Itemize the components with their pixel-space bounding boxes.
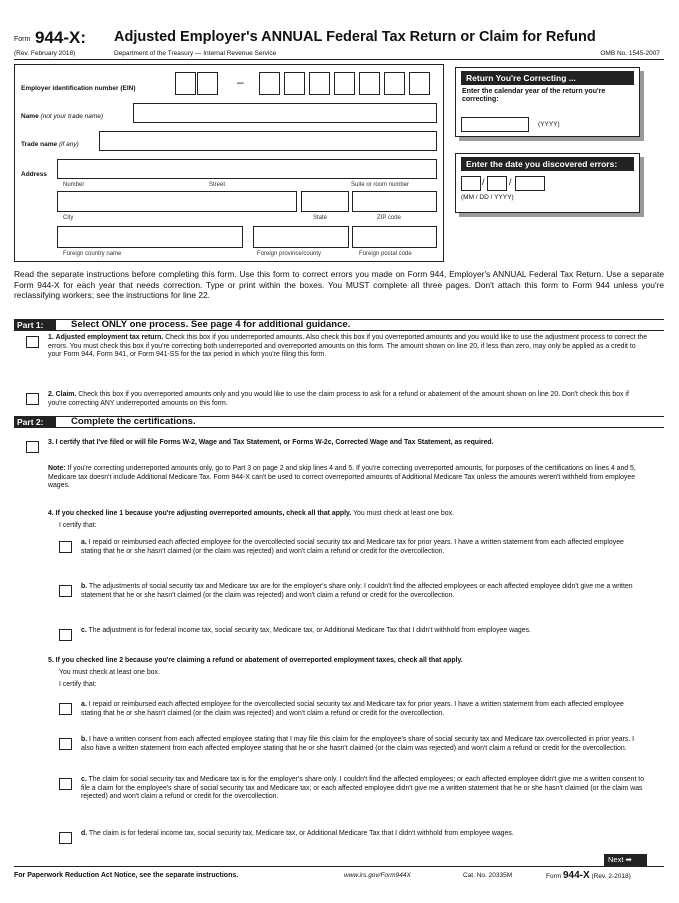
line1-number: 1. [48,334,54,341]
ein-digit-box[interactable] [284,72,305,95]
line5c-text [81,776,646,802]
number-sublabel: Number [63,182,85,188]
line5a-letter: a. [81,701,87,708]
line5-number: 5. [48,657,54,664]
year-field[interactable] [515,176,545,191]
line5a-body: I repaid or reimbursed each affected employee for the overcollected social security tax and Medicare tax for prior years. I have a written statement from each affected employee stating that he or she hasn't claimed (or the claim was rejected) and won't claim a refund or credit for the overcollection. [81,701,624,717]
part2-title: Complete the certifications. [71,416,196,427]
line5a-text [81,701,646,718]
date-format-label: (MM / DD / YYYY) [461,194,514,201]
line5d-checkbox[interactable] [59,832,72,844]
ein-digit-box[interactable] [334,72,355,95]
ein-digit-box[interactable] [384,72,405,95]
part1-tag: Part 1: [14,320,56,330]
line5d-body: The claim is for federal income tax, social security tax, Medicare tax, or Additional Medicare Tax that I didn't withhold from employee wages. [88,830,514,837]
line4b-checkbox[interactable] [59,585,72,597]
entity-info-box [14,64,444,262]
form-title: Adjusted Employer's ANNUAL Federal Tax Return or Claim for Refund [114,29,596,45]
year-format-label: (YYYY) [538,121,560,128]
ein-digit-box[interactable] [359,72,380,95]
line5b-checkbox[interactable] [59,738,72,750]
line1-bold: Adjusted employment tax return. [55,334,164,341]
month-field[interactable] [461,176,481,191]
ein-label: Employer identification number (EIN) [21,85,136,92]
ein-digit-box[interactable] [409,72,430,95]
line5a-checkbox[interactable] [59,703,72,715]
footer-form-rev: (Rev. 2-2018) [591,873,631,880]
line5b-letter: b. [81,736,88,743]
date-discovered-heading: Enter the date you discovered errors: [461,157,634,171]
intro-paragraph: Read the separate instructions before completing this form. Use this form to correct errors you made on Form 944, Employer's ANNUAL Federal Tax Return. Use a separate Form 944-X for each year that needs correction. Type or print within the boxes. You MUST complete all three pages. Don't attach this form to Form 944 unless you're reclassifying workers; see the instructions for line 22. [14,269,664,301]
return-correcting-box [455,67,640,137]
state-field[interactable] [301,191,349,212]
omb-number: OMB No. 1545-2007 [600,50,660,57]
ein-digit-box[interactable] [259,72,280,95]
line5-text [48,657,648,666]
foreign-province-sublabel: Foreign province/county [257,251,322,257]
line4c-text [81,627,646,636]
ein-digit-box[interactable] [309,72,330,95]
line5d-text [81,830,646,839]
ein-dash: – [237,75,244,89]
footer-form-id [546,870,631,881]
line4-number: 4. [48,510,54,517]
line1-text [48,334,648,360]
form-word: Form [14,36,31,43]
line4a-body: I repaid or reimbursed each affected employee for the overcollected social security tax and Medicare tax for prior years. I have a written statement from each affected employee stating that he or she hasn't claimed (or the claim was rejected) and won't claim a refund or credit for the overcollection. [81,539,624,555]
foreign-country-sublabel: Foreign country name [63,251,122,257]
name-field[interactable] [133,103,437,123]
next-page-button[interactable]: Next ➡ [604,854,647,866]
footer-form-word: Form [546,873,562,880]
line5-bold: If you checked line 2 because you're claiming a refund or abatement of overreported employment taxes, check all that apply. [55,657,463,664]
part1-header [14,319,664,331]
line4b-text [81,583,646,600]
line5b-body: I have a written consent from each affected employee stating that I may file this claim for the employee's share of social security tax and Medicare tax overcollected in prior years. I also have a written statement from each affected employee stating that he or she hasn't claimed (or the claim was rejected) and won't claim a refund or credit for the overcollection. [81,736,635,752]
foreign-country-field[interactable] [57,226,243,248]
ein-digit-box[interactable] [197,72,218,95]
street-sublabel: Street [209,182,226,188]
trade-label: Trade name [21,141,58,148]
footer-form-number: 944-X [562,870,590,881]
date-slash: / [482,177,485,187]
zip-field[interactable] [352,191,437,212]
date-discovered-box [455,153,640,213]
line2-checkbox[interactable] [26,393,39,405]
part1-title: Select ONLY one process. See page 4 for additional guidance. [71,319,351,330]
line5-certify: I certify that: [59,681,97,688]
address-label: Address [21,171,48,178]
name-label: Name [21,113,39,120]
line2-bold: Claim. [55,391,77,398]
line1-body: Check this box if you underreported amounts. Also check this box if you overreported amounts and you would like to use the adjustment process to correct the errors. You must check this box if you're correcting both underreported and overreported amounts on this form. The amount shown on line 20, if less than zero, may only be applied as a credit to your Form 944, Form 941, or Form 941-SS for the tax period in which you're filing this form. [48,334,648,359]
date-slash: / [509,177,512,187]
trade-name-field[interactable] [99,131,437,151]
city-field[interactable] [57,191,297,212]
city-sublabel: City [63,215,74,221]
form-number: 944-X: [35,28,87,47]
name-note: (not your trade name) [40,113,104,120]
footer-rule [14,866,664,867]
ein-digit-box[interactable] [175,72,196,95]
line4-text [48,510,648,519]
line3-checkbox[interactable] [26,441,39,453]
trade-label-group [21,141,79,148]
line3-text [48,439,648,448]
correcting-year-field[interactable] [461,117,529,132]
part2-tag: Part 2: [14,417,56,427]
return-correcting-text: Enter the calendar year of the return you're correcting: [462,88,606,103]
header-rule [14,59,664,60]
note-text [48,465,648,491]
foreign-province-field[interactable] [253,226,349,248]
line4b-letter: b. [81,583,88,590]
line4-certify: I certify that: [59,522,97,529]
line4a-checkbox[interactable] [59,541,72,553]
line4c-letter: c. [81,627,87,634]
line3-body: I certify that I've filed or will file Forms W-2, Wage and Tax Statement, or Forms W-2c, Corrected Wage and Tax Statement, as required. [55,439,494,446]
line4-bold: If you checked line 1 because you're adjusting overreported amounts, check all that apply. [55,510,352,517]
line5d-letter: d. [81,830,88,837]
state-sublabel: State [313,215,328,221]
department-line: Department of the Treasury — Internal Revenue Service [114,50,277,57]
line4-body: You must check at least one box. [353,510,454,517]
line4c-checkbox[interactable] [59,629,72,641]
line4a-text [81,539,646,556]
zip-sublabel: ZIP code [377,215,401,221]
note-body: If you're correcting underreported amounts only, go to Part 3 on page 2 and skip lines 4 and 5. If you're correcting overreported amounts, for purposes of the certifications on lines 4 and 5, Medicare tax doesn't include Additional Medicare Tax. Form 944-X can't be used to correct overreported amounts of Additional Medicare Tax unless the amounts weren't withheld from employee wages. [48,465,636,490]
line4a-letter: a. [81,539,87,546]
line5-must: You must check at least one box. [59,669,160,676]
line5c-body: The claim for social security tax and Medicare tax is for the employer's share only. I couldn't find the affected employees; or each affected employee didn't give me a written consent to file a claim for the employee's share of social security tax and Medicare tax; or each affected employee didn't give me a written statement that he or she hasn't claimed (or the claim was rejected) and won't claim a refund or credit for the overcollection. [81,776,645,801]
line2-body: Check this box if you overreported amounts only and you would like to use the claim process to ask for a refund or abatement of the amount shown on line 20. Don't check this box if you're correcting ANY underreported amounts on this form. [48,391,629,407]
line3-number: 3. [48,439,54,446]
paperwork-notice: For Paperwork Reduction Act Notice, see the separate instructions. [14,872,239,879]
line2-number: 2. [48,391,54,398]
suite-sublabel: Suite or room number [351,182,410,188]
trade-note: (if any) [58,141,79,148]
line5c-letter: c. [81,776,87,783]
foreign-postal-sublabel: Foreign postal code [359,251,412,257]
note-bold: Note: [48,465,66,472]
part2-header [14,416,664,428]
day-field[interactable] [487,176,507,191]
line4c-body: The adjustment is for federal income tax, social security tax, Medicare tax, or Additional Medicare Tax that I didn't withhold from employee wages. [88,627,531,634]
return-correcting-heading: Return You're Correcting ... [461,71,634,85]
revision-date: (Rev. February 2018) [14,50,76,57]
line4b-body: The adjustments of social security tax and Medicare tax are for the employer's share only. I couldn't find the affected employees or each affected employee didn't give me a written statement that he or she hasn't claimed (or the claim was rejected) and won't claim a refund or credit for the overcollection. [81,583,633,599]
foreign-postal-field[interactable] [352,226,437,248]
irs-url[interactable]: www.irs.gov/Form944X [344,872,411,879]
street-address-field[interactable] [57,159,437,179]
line2-text [48,391,648,408]
name-label-group [21,113,103,120]
line1-checkbox[interactable] [26,336,39,348]
line5c-checkbox[interactable] [59,778,72,790]
line5b-text [81,736,646,753]
catalog-number: Cat. No. 20335M [463,872,513,879]
